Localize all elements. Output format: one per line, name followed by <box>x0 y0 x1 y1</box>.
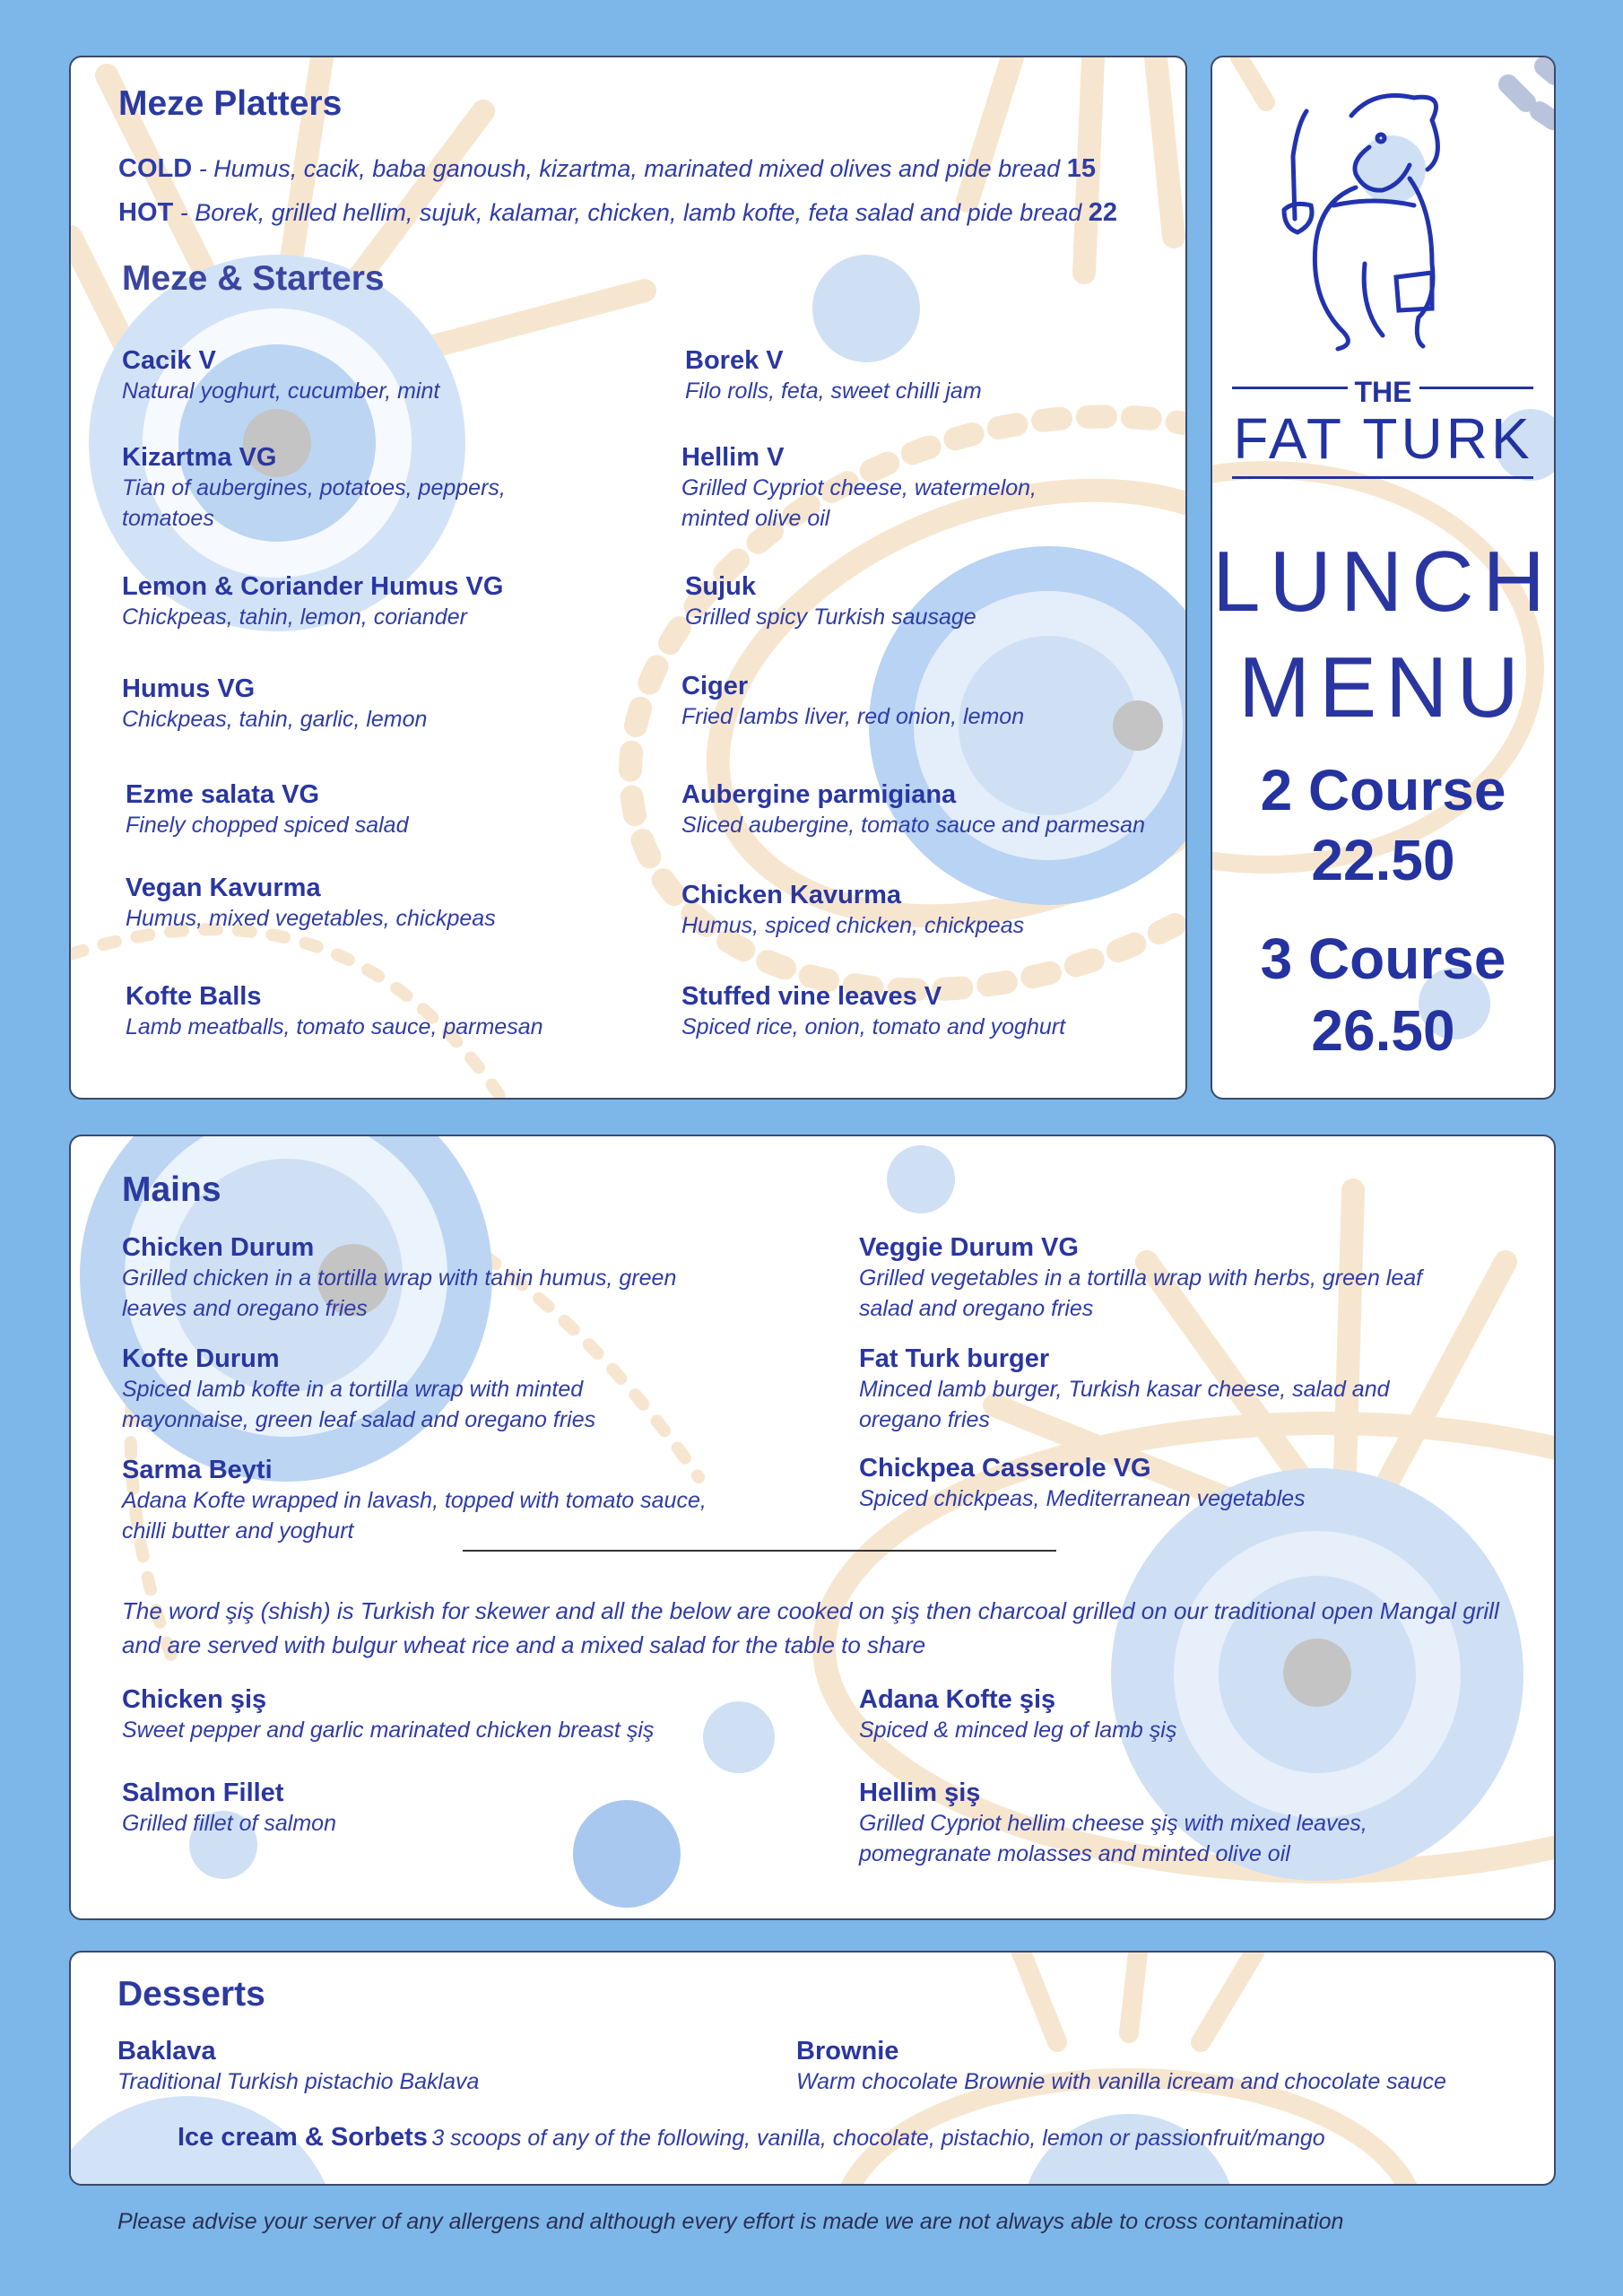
menu-item <box>126 780 556 840</box>
item-name: Brownie <box>796 2037 899 2066</box>
item-desc: Chickpeas, tahin, lemon, coriander <box>122 604 467 630</box>
cold-desc: - Humus, cacik, baba ganoush, kizartma, marinated mixed olives and pide bread <box>198 155 1061 182</box>
item-desc: Grilled Cypriot hellim cheese şiş with mixed leaves, pomegranate molasses and minted olive oil <box>859 1811 1367 1866</box>
menu-item <box>681 982 1166 1042</box>
menu-item <box>122 1344 660 1435</box>
ice-cream-item <box>178 2123 1325 2153</box>
item-desc: Grilled Cypriot cheese, watermelon, minted olive oil <box>681 475 1037 531</box>
item-name: Chickpea Casserole VG <box>859 1454 1151 1483</box>
item-name: Chicken Kavurma <box>681 881 901 909</box>
item-desc: Lamb meatballs, tomato sauce, parmesan <box>126 1014 543 1039</box>
menu-item <box>117 2037 745 2097</box>
menu-item <box>796 2037 1514 2097</box>
item-desc: Adana Kofte wrapped in lavash, topped with tomato sauce, chilli butter and yoghurt <box>122 1488 707 1544</box>
menu-item <box>685 572 1151 632</box>
item-name: Kofte Balls <box>126 982 262 1011</box>
item-name: Salmon Fillet <box>122 1779 284 1807</box>
hot-label: HOT <box>118 198 174 227</box>
item-desc: Spiced & minced leg of lamb şiş <box>859 1718 1177 1743</box>
item-desc: Humus, spiced chicken, chickpeas <box>681 913 1025 938</box>
three-course-label: 3 Course <box>1260 926 1506 991</box>
three-course-price: 26.50 <box>1311 998 1455 1063</box>
item-name: Adana Kofte şiş <box>859 1685 1056 1714</box>
item-name: Kofte Durum <box>122 1344 280 1373</box>
menu-item <box>685 346 1151 406</box>
menu-item <box>859 1233 1442 1324</box>
item-desc: Warm chocolate Brownie with vanilla icream and chocolate sauce <box>796 2069 1446 2094</box>
cold-label: COLD <box>118 154 193 183</box>
item-name: Baklava <box>117 2037 216 2066</box>
menu-item <box>681 780 1184 840</box>
hot-platter <box>118 198 1117 228</box>
item-name: Hellim V <box>681 443 785 472</box>
menu-item <box>122 1456 750 1546</box>
item-name: Lemon & Coriander Humus VG <box>122 572 504 601</box>
item-desc: Traditional Turkish pistachio Baklava <box>117 2069 480 2094</box>
logo-bottom-rule <box>1232 476 1533 479</box>
menu-item <box>681 672 1148 732</box>
item-name: Veggie Durum VG <box>859 1233 1079 1262</box>
cold-platter <box>118 154 1096 184</box>
menu-item <box>681 881 1148 941</box>
item-desc: Spiced rice, onion, tomato and yoghurt <box>681 1014 1066 1039</box>
item-name: Ice cream & Sorbets <box>178 2123 428 2152</box>
menu-item <box>126 874 556 934</box>
mains-title: Mains <box>122 1170 221 1209</box>
menu-item <box>122 572 552 632</box>
item-name: Chicken şiş <box>122 1685 267 1714</box>
item-desc: Humus, mixed vegetables, chickpeas <box>126 906 496 931</box>
item-desc: Fried lambs liver, red onion, lemon <box>681 704 1025 729</box>
menu-item <box>122 443 552 534</box>
item-name: Aubergine parmigiana <box>681 780 957 809</box>
item-desc: Grilled chicken in a tortilla wrap with tahin humus, green leaves and oregano fries <box>122 1265 677 1321</box>
logo-the-wrap <box>1212 376 1554 409</box>
mains-panel <box>69 1135 1556 1920</box>
item-name: Vegan Kavurma <box>126 874 321 902</box>
menu-item <box>681 443 1067 534</box>
item-name: Ezme salata VG <box>126 780 319 809</box>
hot-desc: - Borek, grilled hellim, sujuk, kalamar, chicken, lamb kofte, feta salad and pide bread <box>179 199 1082 226</box>
cold-price: 15 <box>1066 154 1096 183</box>
item-desc: 3 scoops of any of the following, vanilla, chocolate, pistachio, lemon or passionfruit/mango <box>431 2126 1325 2151</box>
two-course-price: 22.50 <box>1311 828 1455 892</box>
item-name: Stuffed vine leaves V <box>681 982 942 1011</box>
menu-item <box>859 1779 1433 1869</box>
lunch-heading: LUNCH <box>1212 534 1554 630</box>
two-course-label: 2 Course <box>1260 758 1506 822</box>
section-divider <box>463 1550 1056 1552</box>
item-desc: Grilled vegetables in a tortilla wrap with herbs, green leaf salad and oregano fries <box>859 1265 1423 1321</box>
desserts-title: Desserts <box>117 1975 265 2013</box>
menu-item <box>859 1454 1442 1514</box>
menu-item <box>859 1344 1424 1435</box>
brand-panel <box>1211 56 1556 1100</box>
hot-price: 22 <box>1088 198 1118 227</box>
item-desc: Natural yoghurt, cucumber, mint <box>122 378 440 404</box>
item-name: Humus VG <box>122 674 256 703</box>
item-desc: Grilled spicy Turkish sausage <box>685 604 976 630</box>
meze-platters-title: Meze Platters <box>118 84 343 123</box>
menu-heading: MENU <box>1238 639 1528 735</box>
item-desc: Spiced chickpeas, Mediterranean vegetables <box>859 1486 1306 1511</box>
item-name: Sarma Beyti <box>122 1456 273 1484</box>
fat-turk-mascot-logo <box>1266 84 1499 362</box>
item-desc: Tian of aubergines, potatoes, peppers, tomatoes <box>122 475 506 531</box>
item-name: Kizartma VG <box>122 443 277 472</box>
item-name: Fat Turk burger <box>859 1344 1050 1373</box>
item-name: Sujuk <box>685 572 756 601</box>
item-desc: Sliced aubergine, tomato sauce and parmesan <box>681 813 1145 838</box>
item-desc: Finely chopped spiced salad <box>126 813 409 838</box>
menu-item <box>126 982 592 1042</box>
starters-panel <box>69 56 1187 1100</box>
desserts-panel <box>69 1951 1556 2186</box>
menu-item <box>122 346 552 406</box>
item-desc: Grilled fillet of salmon <box>122 1811 336 1836</box>
allergen-footer: Please advise your server of any allergens and although every effort is made we are not always able to cross contamination <box>117 2209 1344 2234</box>
logo-fat-turk: FAT TURK <box>1233 406 1533 471</box>
item-name: Hellim şiş <box>859 1779 981 1807</box>
menu-item <box>859 1685 1442 1745</box>
item-desc: Minced lamb burger, Turkish kasar cheese, salad and oregano fries <box>859 1377 1390 1432</box>
item-name: Chicken Durum <box>122 1233 315 1262</box>
starters-title: Meze & Starters <box>122 259 385 298</box>
item-desc: Filo rolls, feta, sweet chilli jam <box>685 378 982 404</box>
menu-item <box>122 1233 732 1324</box>
item-desc: Sweet pepper and garlic marinated chicken breast şiş <box>122 1718 655 1743</box>
sis-note: The word şiş (shish) is Turkish for skewer and all the below are cooked on şiş then charcoal grilled on our traditional open Mangal grill and are served with bulgur wheat rice and a mixed salad for the table to share <box>122 1597 1499 1658</box>
menu-item <box>122 1685 750 1745</box>
logo-the: THE <box>1348 376 1419 408</box>
menu-item <box>122 1779 750 1839</box>
item-desc: Chickpeas, tahin, garlic, lemon <box>122 707 428 732</box>
item-desc: Spiced lamb kofte in a tortilla wrap with minted mayonnaise, green leaf salad and oregano fries <box>122 1377 596 1432</box>
item-name: Borek V <box>685 346 784 375</box>
menu-item <box>122 674 552 735</box>
item-name: Cacik V <box>122 346 216 375</box>
item-name: Ciger <box>681 672 749 700</box>
